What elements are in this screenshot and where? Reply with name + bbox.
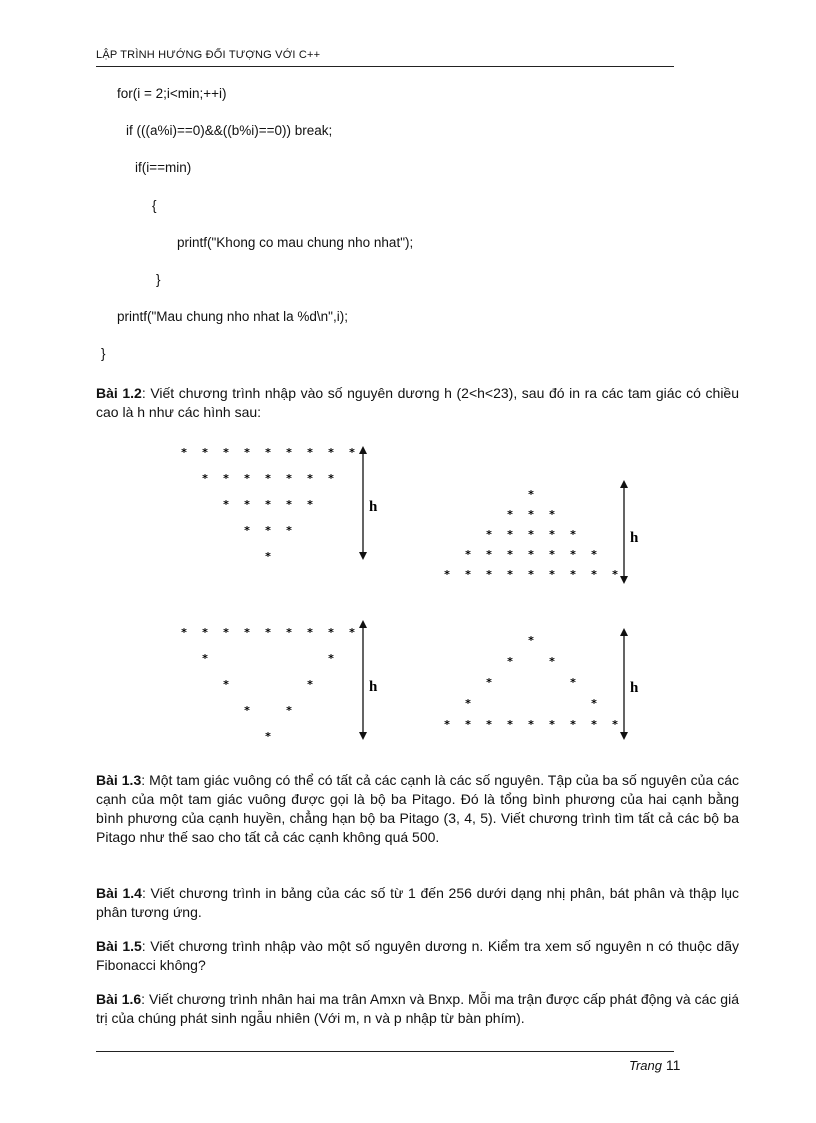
page-label: Trang bbox=[629, 1058, 662, 1073]
exercise-text: : Một tam giác vuông có thể có tất cả các cạnh là các số nguyên. Tập của ba số nguyên của các cạnh của một tam giác vuông được gọi là bộ ba Pitago. Đó là tổng bình phương của hai cạnh bằng bình phương của cạnh huyền, chẳng hạn bộ ba Pitago (3, 4, 5). Viết chương trình tìm tất cả các bộ ba Pitago như thế sao cho tất cả các cạnh không quá 500. bbox=[96, 772, 740, 845]
star: * bbox=[507, 548, 513, 561]
star: * bbox=[202, 652, 208, 665]
star: * bbox=[528, 548, 534, 561]
star: * bbox=[570, 528, 576, 541]
star: * bbox=[486, 718, 492, 731]
star: * bbox=[612, 718, 618, 731]
figure-height-labels bbox=[369, 499, 639, 696]
star: * bbox=[265, 524, 271, 537]
star: * bbox=[181, 446, 187, 459]
star: * bbox=[591, 568, 597, 581]
star: * bbox=[507, 655, 513, 668]
code-line-7: printf("Mau chung nho nhat la %d\n",i); bbox=[117, 309, 348, 324]
code-line-3: if(i==min) bbox=[135, 160, 192, 175]
star: * bbox=[570, 676, 576, 689]
star: * bbox=[570, 718, 576, 731]
star: * bbox=[528, 568, 534, 581]
star: * bbox=[307, 626, 313, 639]
exercise-1-3 bbox=[96, 771, 739, 847]
star: * bbox=[528, 488, 534, 501]
code-line-6: } bbox=[156, 272, 161, 287]
code-line-8: } bbox=[101, 346, 106, 361]
star: * bbox=[223, 678, 229, 691]
exercise-1-6 bbox=[96, 990, 739, 1028]
star: * bbox=[528, 528, 534, 541]
star: * bbox=[244, 498, 250, 511]
star: * bbox=[570, 568, 576, 581]
star: * bbox=[223, 498, 229, 511]
star: * bbox=[465, 697, 471, 710]
star: * bbox=[549, 548, 555, 561]
star: * bbox=[265, 446, 271, 459]
star: * bbox=[486, 528, 492, 541]
star: * bbox=[549, 568, 555, 581]
star: * bbox=[286, 704, 292, 717]
code-line-4: { bbox=[152, 198, 157, 213]
star: * bbox=[307, 498, 313, 511]
exercise-label: Bài 1.4 bbox=[96, 885, 142, 901]
star: * bbox=[549, 718, 555, 731]
star: * bbox=[307, 472, 313, 485]
star: * bbox=[570, 548, 576, 561]
exercise-text: : Viết chương trình nhập vào số nguyên dương h (2<h<23), sau đó in ra các tam giác có chiều cao là h như các hình sau: bbox=[96, 385, 740, 420]
star: * bbox=[265, 498, 271, 511]
star: * bbox=[223, 446, 229, 459]
star: * bbox=[549, 508, 555, 521]
star: * bbox=[486, 548, 492, 561]
star: * bbox=[223, 626, 229, 639]
star: * bbox=[528, 634, 534, 647]
figure-arrows bbox=[363, 450, 624, 736]
page-number: 11 bbox=[665, 1057, 681, 1073]
star: * bbox=[465, 568, 471, 581]
figure-stars bbox=[181, 446, 618, 743]
code-line-5: printf("Khong co mau chung nho nhat"); bbox=[177, 235, 414, 250]
height-label: h bbox=[369, 679, 378, 695]
star: * bbox=[349, 626, 355, 639]
star: * bbox=[265, 550, 271, 563]
star: * bbox=[528, 718, 534, 731]
star: * bbox=[349, 446, 355, 459]
star: * bbox=[507, 508, 513, 521]
star: * bbox=[328, 446, 334, 459]
star: * bbox=[549, 528, 555, 541]
code-line-1: for(i = 2;i<min;++i) bbox=[117, 86, 227, 101]
exercise-text: : Viết chương trình nhập vào một số nguyên dương n. Kiểm tra xem số nguyên n có thuộc dãy Fibonacci không? bbox=[96, 938, 739, 973]
star: * bbox=[507, 568, 513, 581]
exercise-1-5 bbox=[96, 937, 739, 975]
star: * bbox=[244, 472, 250, 485]
height-label: h bbox=[630, 680, 639, 696]
exercise-1-2 bbox=[96, 384, 739, 422]
header-divider bbox=[96, 66, 674, 67]
star: * bbox=[286, 498, 292, 511]
star: * bbox=[507, 718, 513, 731]
height-label: h bbox=[630, 530, 639, 546]
star: * bbox=[328, 652, 334, 665]
star: * bbox=[244, 626, 250, 639]
star: * bbox=[286, 626, 292, 639]
star: * bbox=[223, 472, 229, 485]
exercise-label: Bài 1.5 bbox=[96, 938, 142, 954]
star: * bbox=[549, 655, 555, 668]
star: * bbox=[507, 528, 513, 541]
star: * bbox=[202, 626, 208, 639]
exercise-text: : Viết chương trình in bảng của các số từ 1 đến 256 dưới dạng nhị phân, bát phân và thập lục phân tương ứng. bbox=[96, 885, 740, 920]
star: * bbox=[244, 524, 250, 537]
star: * bbox=[486, 676, 492, 689]
star: * bbox=[328, 626, 334, 639]
exercise-label: Bài 1.3 bbox=[96, 772, 142, 788]
star: * bbox=[465, 548, 471, 561]
star: * bbox=[612, 568, 618, 581]
page-footer bbox=[629, 1057, 680, 1073]
star: * bbox=[591, 718, 597, 731]
star: * bbox=[444, 718, 450, 731]
star: * bbox=[444, 568, 450, 581]
height-label: h bbox=[369, 499, 378, 515]
star: * bbox=[486, 568, 492, 581]
exercise-label: Bài 1.6 bbox=[96, 991, 142, 1007]
exercise-1-4 bbox=[96, 884, 739, 922]
star: * bbox=[202, 446, 208, 459]
page-header: LẬP TRÌNH HƯỚNG ĐỐI TƯỢNG VỚI C++ bbox=[96, 49, 321, 61]
star: * bbox=[181, 626, 187, 639]
star: * bbox=[286, 472, 292, 485]
exercise-label: Bài 1.2 bbox=[96, 385, 142, 401]
footer-divider bbox=[96, 1051, 674, 1052]
star: * bbox=[286, 446, 292, 459]
star: * bbox=[202, 472, 208, 485]
star: * bbox=[591, 697, 597, 710]
star: * bbox=[286, 524, 292, 537]
star: * bbox=[328, 472, 334, 485]
exercise-text: : Viết chương trình nhân hai ma trân Amxn và Bnxp. Mỗi ma trận được cấp phát động và các giá trị của chúng phát sinh ngẫu nhiên (Với m, n và p nhập từ bàn phím). bbox=[96, 991, 739, 1026]
code-line-2: if (((a%i)==0)&&((b%i)==0)) break; bbox=[126, 123, 333, 138]
star: * bbox=[528, 508, 534, 521]
star: * bbox=[307, 446, 313, 459]
triangle-figures bbox=[170, 440, 650, 750]
star: * bbox=[265, 626, 271, 639]
star: * bbox=[265, 730, 271, 743]
star: * bbox=[265, 472, 271, 485]
star: * bbox=[244, 446, 250, 459]
star: * bbox=[244, 704, 250, 717]
star: * bbox=[307, 678, 313, 691]
star: * bbox=[465, 718, 471, 731]
star: * bbox=[591, 548, 597, 561]
